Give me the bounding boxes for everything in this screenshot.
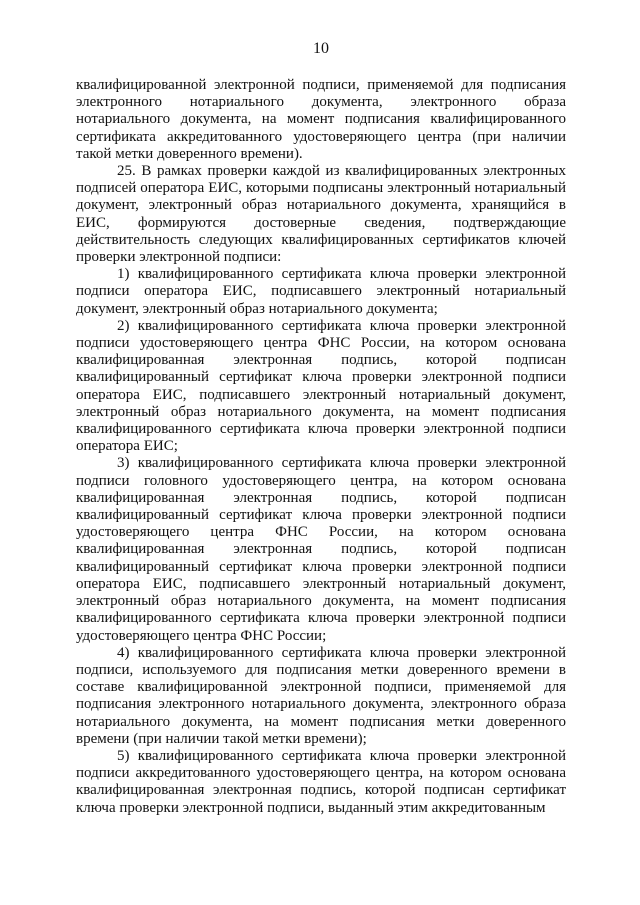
- list-item-2: 2) квалифицированного сертификата ключа проверки электронной подписи удостоверяющего центра ФНС России, на котором основана квалифицированная электронная подпись, которой подписан квалифицированный сертификат ключа проверки электронной подписи оператора ЕИС, подписавшего электронный нотариальный документ, электронный образ нотариального документа, на момент подписания квалифицированного сертификата ключа проверки электронной подписи оператора ЕИС;: [76, 317, 566, 455]
- list-item-4: 4) квалифицированного сертификата ключа проверки электронной подписи, используемого для подписания метки доверенного времени в составе квалифицированной электронной подписи, применяемой для подписания электронного нотариального документа, электронного образа нотариального документа, на момент подписания метки доверенного времени (при наличии такой метки времени);: [76, 644, 566, 747]
- paragraph-continuation: квалифицированной электронной подписи, применяемой для подписания электронного нотариального документа, электронного образа нотариального документа, на момент подписания квалифицированного сертификата аккредитованного удостоверяющего центра (при наличии такой метки доверенного времени).: [76, 77, 566, 162]
- body-text: [76, 77, 566, 817]
- list-item-5: 5) квалифицированного сертификата ключа проверки электронной подписи аккредитованного удостоверяющего центра, на котором основана квалифицированная электронная подпись, которой подписан сертификат ключа проверки электронной подписи, выданный этим аккредитованным: [76, 747, 566, 816]
- page-number: 10: [313, 40, 329, 57]
- paragraph-clause-25: 25. В рамках проверки каждой из квалифицированных электронных подписей оператора ЕИС, которыми подписаны электронный нотариальный документ, электронный образ нотариального документа, хранящийся в ЕИС, формируются достоверные сведения, подтверждающие действительность следующих квалифицированных сертификатов ключей проверки электронной подписи:: [76, 163, 566, 266]
- list-item-3: 3) квалифицированного сертификата ключа проверки электронной подписи головного удостоверяющего центра, на котором основана квалифицированная электронная подпись, которой подписан квалифицированный сертификат ключа проверки электронной подписи удостоверяющего центра ФНС России, на котором основана квалифицированная электронная подпись, которой подписан квалифицированный сертификат ключа проверки электронной подписи оператора ЕИС, подписавшего электронный нотариальный документ, электронный образ нотариального документа, на момент подписания квалифицированного сертификата ключа проверки электронной подписи удостоверяющего центра ФНС России;: [76, 455, 566, 644]
- list-item-1: 1) квалифицированного сертификата ключа проверки электронной подписи оператора ЕИС, подписавшего электронный нотариальный документ, электронный образ нотариального документа;: [76, 266, 566, 317]
